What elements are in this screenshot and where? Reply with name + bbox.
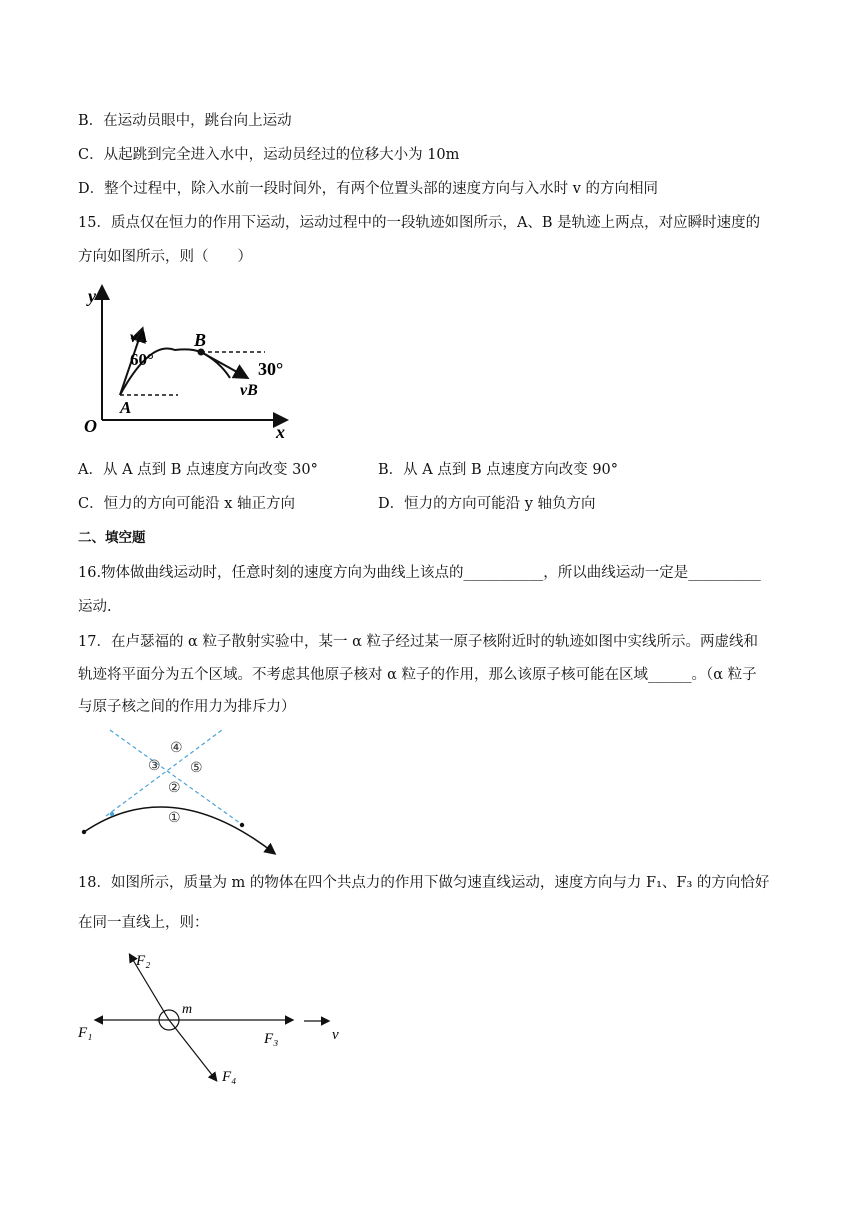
figure-q17-scattering (76, 728, 286, 858)
y-axis-label: y (88, 286, 96, 306)
tangent-dot-2 (240, 823, 244, 827)
q15-option-c: C．恒力的方向可能沿 x 轴正方向 (78, 496, 295, 512)
velocity-label: v (332, 1027, 339, 1043)
q15-stem-line2: 方向如图所示，则（ ） (78, 249, 252, 265)
q16-stem-line2: 运动. (78, 599, 112, 615)
section-heading-fill-in: 二、填空题 (78, 530, 146, 546)
q14-option-d: D．整个过程中，除入水前一段时间外，有两个位置头部的速度方向与入水时 v 的方向相同 (78, 181, 659, 197)
region-2-label: ② (168, 781, 181, 796)
region-4-label: ④ (170, 741, 183, 756)
q15-option-b: B．从 A 点到 B 点速度方向改变 90° (378, 462, 619, 478)
q17-stem-line1: 17．在卢瑟福的 α 粒子散射实验中，某一 α 粒子经过某一原子核附近时的轨迹如图中实线所示。两虚线和 (78, 634, 758, 650)
region-1-label: ① (168, 811, 181, 826)
q15-option-d: D．恒力的方向可能沿 y 轴负方向 (378, 496, 596, 512)
region-3-label: ③ (148, 759, 161, 774)
velocity-b-arrow (201, 352, 246, 377)
angle-a-label: 60° (130, 350, 154, 369)
q18-stem-line2: 在同一直线上，则： (78, 915, 209, 931)
q14-option-c: C．从起跳到完全进入水中，运动员经过的位移大小为 10m (78, 147, 460, 163)
force-f4-arrow (169, 1020, 216, 1080)
start-dot (82, 830, 86, 834)
velocity-a-label: vA (130, 329, 148, 346)
region-5-label: ⑤ (190, 761, 203, 776)
figure-q18-forces (74, 945, 364, 1085)
mass-label: m (182, 1002, 193, 1017)
force-f4-label: F₄ (222, 1069, 237, 1085)
x-axis-label: x (276, 422, 285, 442)
point-b-label: B (194, 330, 207, 350)
q16-stem-line1: 16.物体做曲线运动时，任意时刻的速度方向为曲线上该点的___________，所以曲线运动一定是__________ (78, 565, 761, 581)
q17-stem-line2: 轨迹将平面分为五个区域。不考虑其他原子核对 α 粒子的作用，那么该原子核可能在区域______。（α 粒子 (78, 667, 757, 683)
origin-label: O (84, 416, 97, 436)
q18-stem-line1: 18．如图所示，质量为 m 的物体在四个共点力的作用下做匀速直线运动，速度方向与力 F₁、F₃ 的方向恰好 (78, 875, 770, 891)
point-a-label: A (120, 398, 132, 417)
force-f1-label: F₁ (78, 1025, 93, 1041)
angle-b-label: 30° (258, 359, 284, 379)
q15-stem-line1: 15．质点仅在恒力的作用下运动，运动过程中的一段轨迹如图所示，A、B 是轨迹上两点，对应瞬时速度的 (78, 215, 761, 231)
figure-q15-trajectory (80, 280, 310, 445)
dashed-asymptote-1 (106, 730, 222, 816)
q15-option-a: A．从 A 点到 B 点速度方向改变 30° (78, 462, 318, 478)
velocity-b-label: vB (240, 382, 258, 399)
q14-option-b: B．在运动员眼中，跳台向上运动 (78, 113, 292, 129)
force-f3-label: F₃ (264, 1031, 279, 1047)
tangent-dot-1 (110, 812, 114, 816)
q17-stem-line3: 与原子核之间的作用力为排斥力） (78, 699, 296, 715)
force-f2-label: F₂ (136, 953, 151, 969)
